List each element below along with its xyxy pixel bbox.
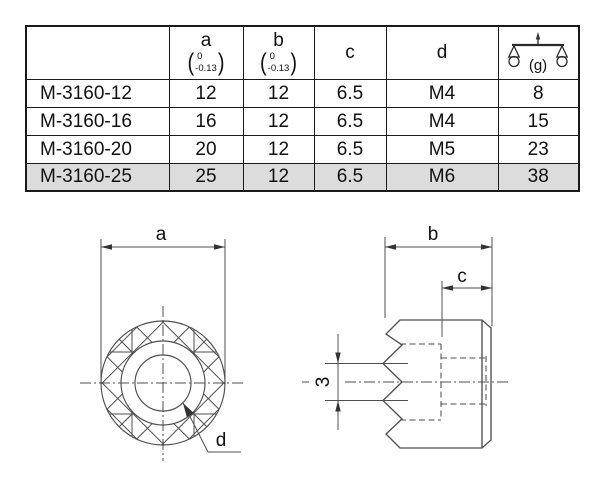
cell-weight: 23 (498, 135, 579, 163)
cell-b: 12 (243, 79, 314, 107)
cell-a: 12 (169, 79, 243, 107)
cell-c: 6.5 (314, 135, 386, 163)
cell-a: 16 (169, 107, 243, 135)
dim-a-label: a (155, 224, 167, 245)
front-view-drawing (72, 224, 253, 474)
cell-c: 6.5 (314, 163, 386, 191)
cell-d: M6 (386, 163, 498, 191)
cell-part: M-3160-16 (26, 107, 169, 135)
cell-c: 6.5 (314, 79, 386, 107)
col-header-d: d (386, 26, 498, 79)
cell-part: M-3160-20 (26, 135, 169, 163)
body-outline (383, 320, 491, 448)
dim-d-label: d (215, 430, 227, 451)
col-a-label: a (200, 30, 212, 52)
side-view-drawing (302, 224, 510, 448)
cell-b: 12 (243, 135, 314, 163)
cell-weight: 15 (498, 107, 579, 135)
cell-a: 20 (169, 135, 243, 163)
cell-weight: 38 (498, 163, 579, 191)
col-b-tolerance: ( 0 -0.13 ) (260, 49, 297, 77)
cell-part: M-3160-12 (26, 79, 169, 107)
cell-b: 12 (243, 163, 314, 191)
dim-c-label: c (457, 266, 467, 287)
cell-weight: 8 (498, 79, 579, 107)
cell-d: M5 (386, 135, 498, 163)
cell-a: 25 (169, 163, 243, 191)
dim-b-label: b (427, 224, 439, 245)
dimension-b (385, 224, 492, 326)
leader-d (183, 403, 241, 452)
cell-b: 12 (243, 107, 314, 135)
col-b-label: b (273, 30, 284, 52)
dimension-c (442, 266, 492, 337)
col-header-c: c (314, 26, 386, 79)
cell-d: M4 (386, 79, 498, 107)
col-a-tolerance: ( 0 -0.13 ) (187, 49, 225, 77)
weight-unit-label: (g) (529, 56, 548, 74)
cell-c: 6.5 (314, 107, 386, 135)
cell-d: M4 (386, 107, 498, 135)
cell-part: M-3160-25 (26, 163, 169, 191)
dim-pitch-label: 3 (313, 376, 335, 388)
